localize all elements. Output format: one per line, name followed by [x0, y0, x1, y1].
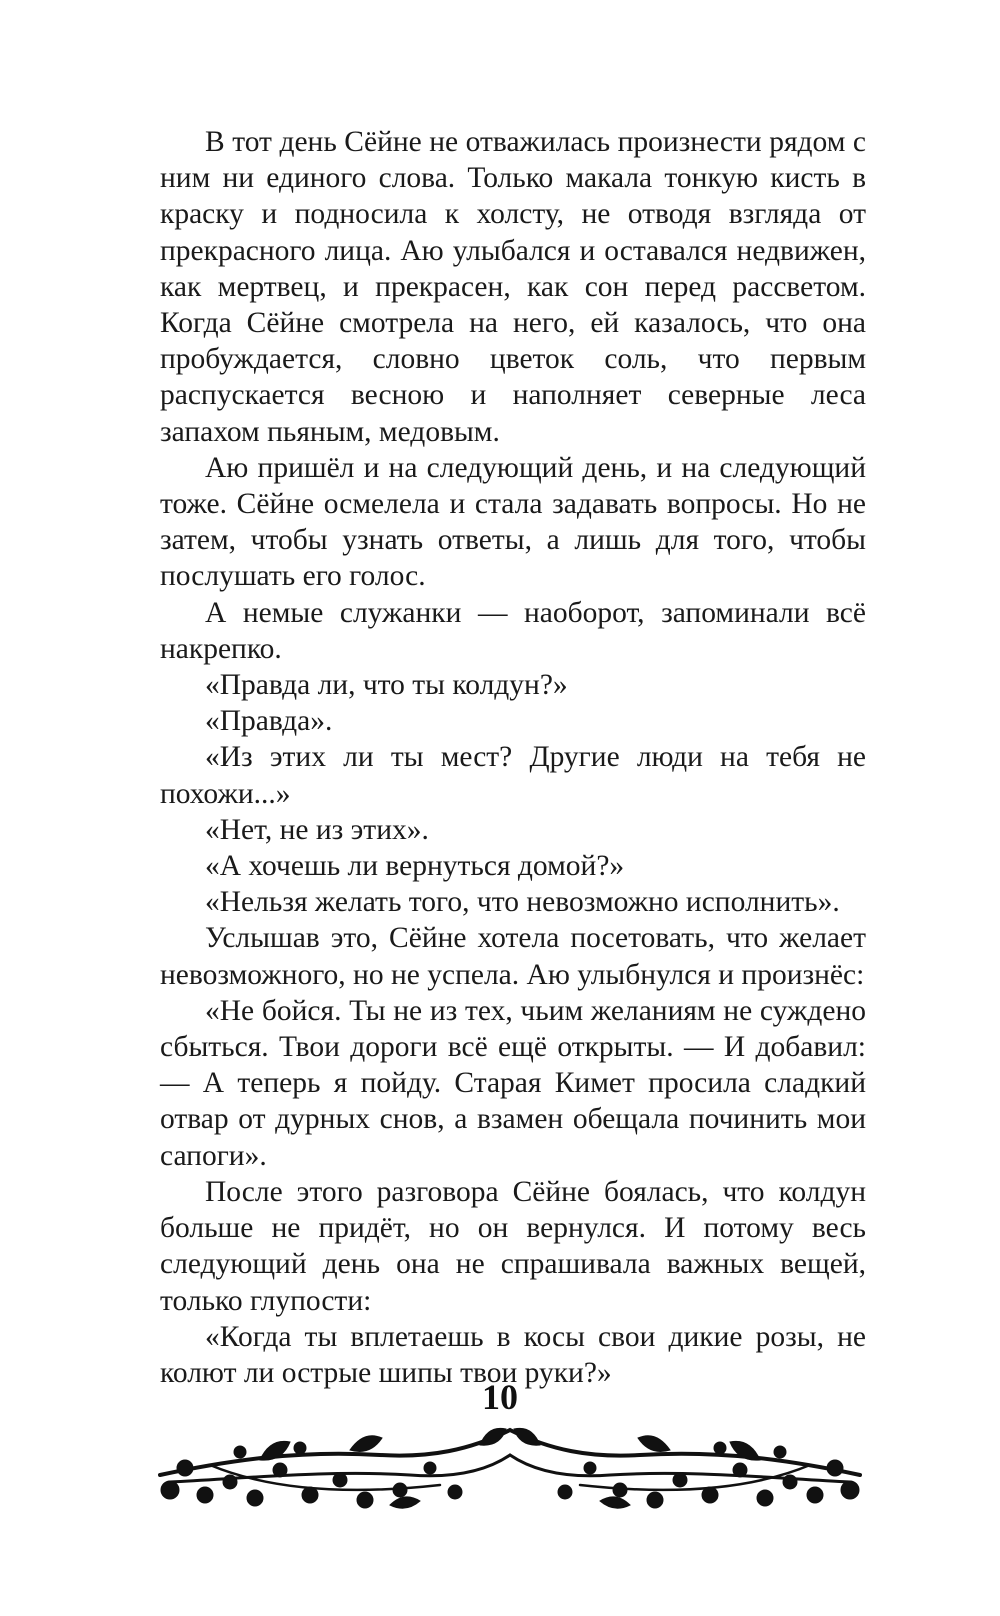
paragraph: Услышав это, Сёйне хотела посетовать, что желает невозможного, но не успела. Аю улыбнулся и произнёс: — [160, 922, 866, 991]
paragraph: Аю пришёл и на следующий день, и на следующий тоже. Сёйне осмелела и стала задавать вопросы. Но не затем, чтобы узнать ответы, а лишь для того, чтобы послушать его голос. — [160, 451, 866, 593]
paragraph: После этого разговора Сёйне боялась, что колдун больше не придёт, но он вернулся. И потому весь следующий день она не спрашивала важных вещей, только глупости: — [160, 1175, 866, 1317]
dialogue-line: «Из этих ли ты мест? Другие люди на тебя не похожи...» — [160, 741, 866, 810]
page-number: 10 — [482, 1377, 518, 1417]
vine-ornament-icon — [150, 1420, 870, 1520]
paragraph: В тот день Сёйне не отважилась произнести рядом с ним ни единого слова. Только макала тонкую кисть в краску и подносила к холсту, не отводя взгляда от прекрасного лица. Аю улыбался и оставался недвижен, как мертвец, и прекрасен, как сон перед рассветом. Когда Сёйне смотрела на него, ей казалось, что она пробуждается, словно цветок соль, что первым распускается весною и наполняет северные леса запахом пьяным, медовым. — [160, 126, 866, 448]
dialogue-line: «Когда ты вплетаешь в косы свои дикие розы, не колют ли острые шипы твои руки?» — [160, 1320, 866, 1389]
dialogue-line: «А хочешь ли вернуться домой?» — [205, 850, 625, 883]
paragraph: А немые служанки — наоборот, запоминали всё накрепко. — [160, 596, 866, 665]
dialogue-line: «Правда». — [205, 705, 333, 738]
dialogue-line: «Правда ли, что ты колдун?» — [205, 669, 568, 702]
dialogue-line: «Нет, не из этих». — [205, 813, 429, 846]
body-text — [160, 124, 866, 1391]
dialogue-line: «Нельзя желать того, что невозможно исполнить». — [205, 886, 840, 919]
dialogue-line: «Не бойся. Ты не из тех, чьим желаниям не суждено сбыться. Твои дороги всё ещё открыты. — И добавил: — А теперь я пойду. Старая Кимет просила сладкий отвар от дурных снов, а взамен обещала починить мои сапоги». — [160, 994, 866, 1172]
